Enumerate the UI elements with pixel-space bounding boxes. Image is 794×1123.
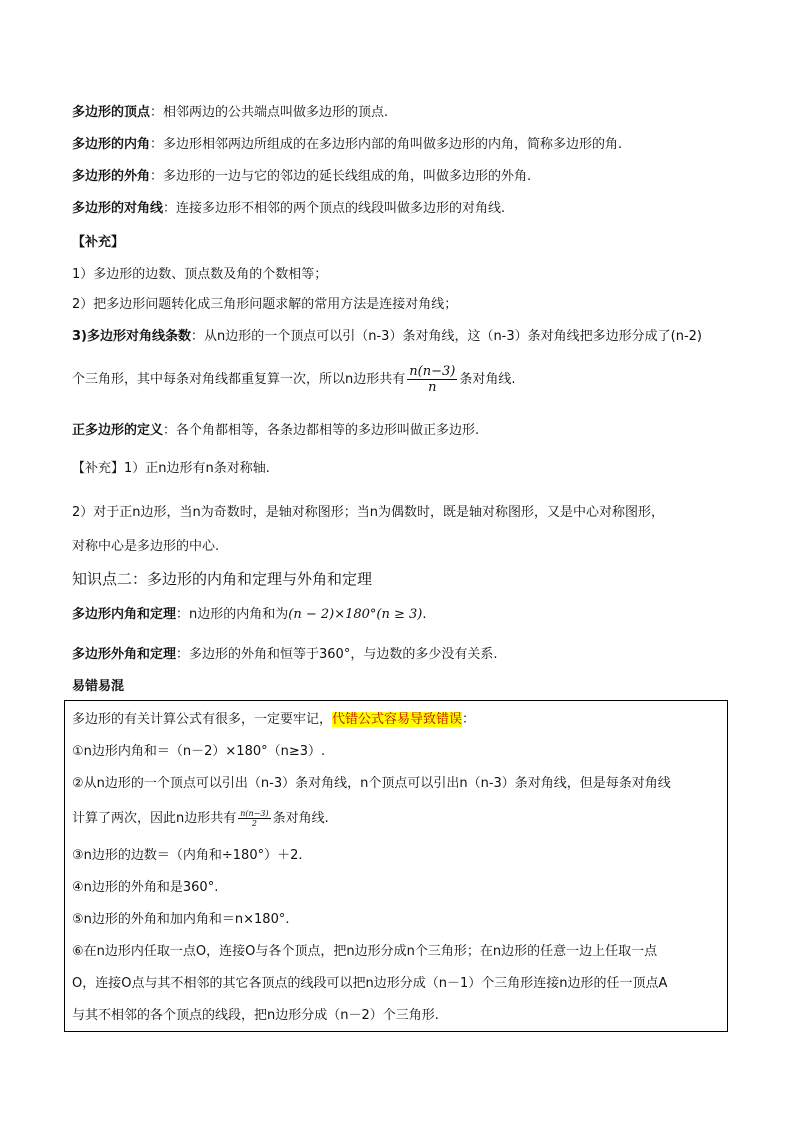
exterior-theorem-term: 多边形外角和定理 (72, 647, 177, 662)
box-fraction-denominator: 2 (251, 819, 257, 828)
supplement2-line-3: 对称中心是多边形的中心. (72, 539, 220, 554)
box-item-6-line-3: 与其不相邻的各个顶点的线段，把n边形分成（n－2）个三角形. (72, 1008, 439, 1023)
def-regular-term: 正多边形的定义 (72, 423, 164, 438)
def-interior-term: 多边形的内角 (72, 137, 151, 152)
supplement-item-3-cont-a: 个三角形，其中每条对角线都重复算一次，所以n边形共有 (72, 372, 406, 387)
box-intro-b: ： (462, 712, 476, 727)
supplement-item-1: 1）多边形的边数、顶点数及角的个数相等； (72, 267, 328, 282)
def-regular-text: ：各个角都相等，各条边都相等的多边形叫做正多边形. (163, 423, 480, 438)
box-intro-highlight: 代错公式容易导致错误 (332, 712, 463, 727)
box-item-1: ①n边形内角和＝（n－2）×180°（n≥3）. (72, 744, 326, 759)
def-exterior-term: 多边形的外角 (72, 169, 151, 184)
def-vertex-term: 多边形的顶点 (72, 105, 151, 120)
def-vertex (72, 104, 388, 122)
box-item-2-continued (72, 809, 329, 828)
box-item-6-line-2: O，连接O点与其不相邻的其它各顶点的线段可以把n边形分成（n－1）个三角形连接n边形的任一顶点A (72, 976, 668, 991)
box-item-2-cont-b: 条对角线. (272, 811, 329, 826)
supplement-item-3-continued (72, 364, 515, 395)
def-diagonal (72, 200, 505, 218)
box-item-2-cont-a: 计算了两次，因此n边形共有 (72, 811, 237, 826)
exterior-theorem-text: ：多边形的外角和恒等于360°，与边数的多少没有关系. (176, 647, 498, 662)
box-fraction-numerator: n(n−3) (240, 809, 269, 818)
supplement-item-3-cont-b: 条对角线. (459, 372, 516, 387)
def-diagonal-text: ：连接多边形不相邻的两个顶点的线段叫做多边形的对角线. (163, 201, 506, 216)
fraction-numerator: n(n−3) (409, 364, 456, 379)
diagonal-count-fraction (407, 364, 457, 395)
supplement-heading: 【补充】 (72, 235, 125, 250)
def-exterior-text: ：多边形的一边与它的邻边的延长线组成的角，叫做多边形的外角. (150, 169, 532, 184)
interior-theorem-end: . (422, 607, 427, 622)
pitfall-box (64, 700, 728, 1032)
interior-theorem-term: 多边形内角和定理 (72, 607, 177, 622)
supplement-item-3-text: ：从n边形的一个顶点可以引（n-3）条对角线，这（n-3）条对角线把多边形分成了(n-2) (191, 329, 702, 344)
box-item-6-line-1: ⑥在n边形内任取一点O，连接O与各个顶点，把n边形分成n个三角形；在n边形的任意一边上任取一点 (72, 944, 658, 959)
box-intro-a: 多边形的有关计算公式有很多，一定要牢记， (72, 712, 333, 727)
box-item-2: ②从n边形的一个顶点可以引出（n-3）条对角线，n个顶点可以引出n（n-3）条对角线，但是每条对角线 (72, 776, 671, 791)
box-item-4: ④n边形的外角和是360°. (72, 880, 219, 895)
interior-theorem-formula: (n − 2)×180°(n ≥ 3) (288, 607, 423, 622)
box-item-3: ③n边形的边数＝（内角和÷180°）＋2. (72, 848, 303, 863)
supplement2-line-2: 2）对于正n边形，当n为奇数时，是轴对称图形；当n为偶数时，既是轴对称图形，又是中心对称图形， (72, 505, 664, 520)
box-item-5: ⑤n边形的外角和加内角和＝n×180°. (72, 912, 290, 927)
supplement-item-3-lead: 3)多边形对角线条数 (72, 329, 191, 344)
interior-theorem-text: ：n边形的内角和为 (176, 607, 289, 622)
box-diagonal-fraction (238, 809, 270, 828)
def-interior-text: ：多边形相邻两边所组成的在多边形内部的角叫做多边形的内角，简称多边形的角. (150, 137, 623, 152)
interior-angle-theorem (72, 606, 427, 624)
section-2-title: 知识点二：多边形的内角和定理与外角和定理 (72, 570, 373, 588)
box-intro (72, 711, 475, 729)
exterior-angle-theorem (72, 646, 497, 664)
pitfall-heading: 易错易混 (72, 679, 125, 694)
def-regular-polygon (72, 422, 479, 440)
supplement-item-2: 2）把多边形问题转化成三角形问题求解的常用方法是连接对角线； (72, 297, 458, 312)
def-interior-angle (72, 136, 622, 154)
fraction-denominator: n (428, 380, 437, 395)
supplement2-line-1: 【补充】1）正n边形有n条对称轴. (72, 461, 270, 476)
def-diagonal-term: 多边形的对角线 (72, 201, 164, 216)
supplement-item-3 (72, 328, 702, 346)
def-vertex-text: ：相邻两边的公共端点叫做多边形的顶点. (150, 105, 389, 120)
def-exterior-angle (72, 168, 531, 186)
